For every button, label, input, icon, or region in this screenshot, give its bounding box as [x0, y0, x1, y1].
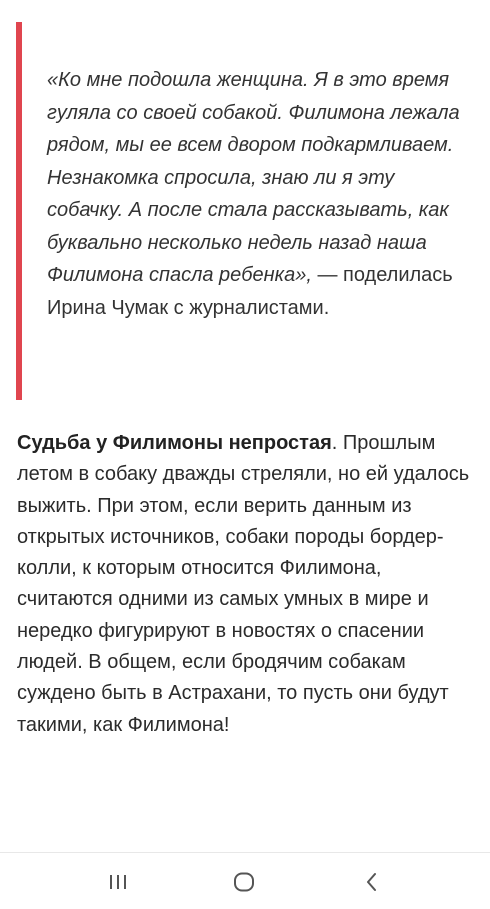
article-paragraph — [17, 428, 477, 741]
system-navigation-bar — [0, 852, 490, 909]
home-icon — [232, 871, 256, 893]
recent-apps-icon — [107, 873, 129, 891]
quote-italic-text: «Ко мне подошла женщина. Я в это время гуляла со своей собакой. Филимона лежала рядом, мы ее всем двором подкармливаем. Незнакомка спросила, знаю ли я эту собачку. А после стала рассказывать, как буквально несколько недель назад наша Филимона спасла ребенка», — [47, 69, 460, 286]
quote-text — [47, 64, 467, 324]
back-button[interactable] — [350, 865, 394, 899]
back-icon — [362, 871, 382, 893]
home-button[interactable] — [222, 865, 266, 899]
paragraph-lead-punct: . — [331, 432, 338, 454]
paragraph-text: Прошлым летом в собаку дважды стреляли, но ей удалось выжить. При этом, если верить данным из открытых источников, собаки породы бордер-колли, к которым относится Филимона, считаются одними из самых умных в мире и нередко фигурируют в новостях о спасении людей. В общем, если бродячим собакам суждено быть в Астрахани, то пусть они будут такими, как Филимона! — [17, 432, 470, 736]
blockquote — [16, 22, 476, 400]
quote-attribution: — поделилась Ирина Чумак с журналистами. — [47, 264, 453, 319]
quote-accent-bar — [16, 22, 22, 400]
recent-apps-button[interactable] — [96, 865, 140, 899]
paragraph-lead: Судьба у Филимоны непростая — [17, 432, 332, 454]
